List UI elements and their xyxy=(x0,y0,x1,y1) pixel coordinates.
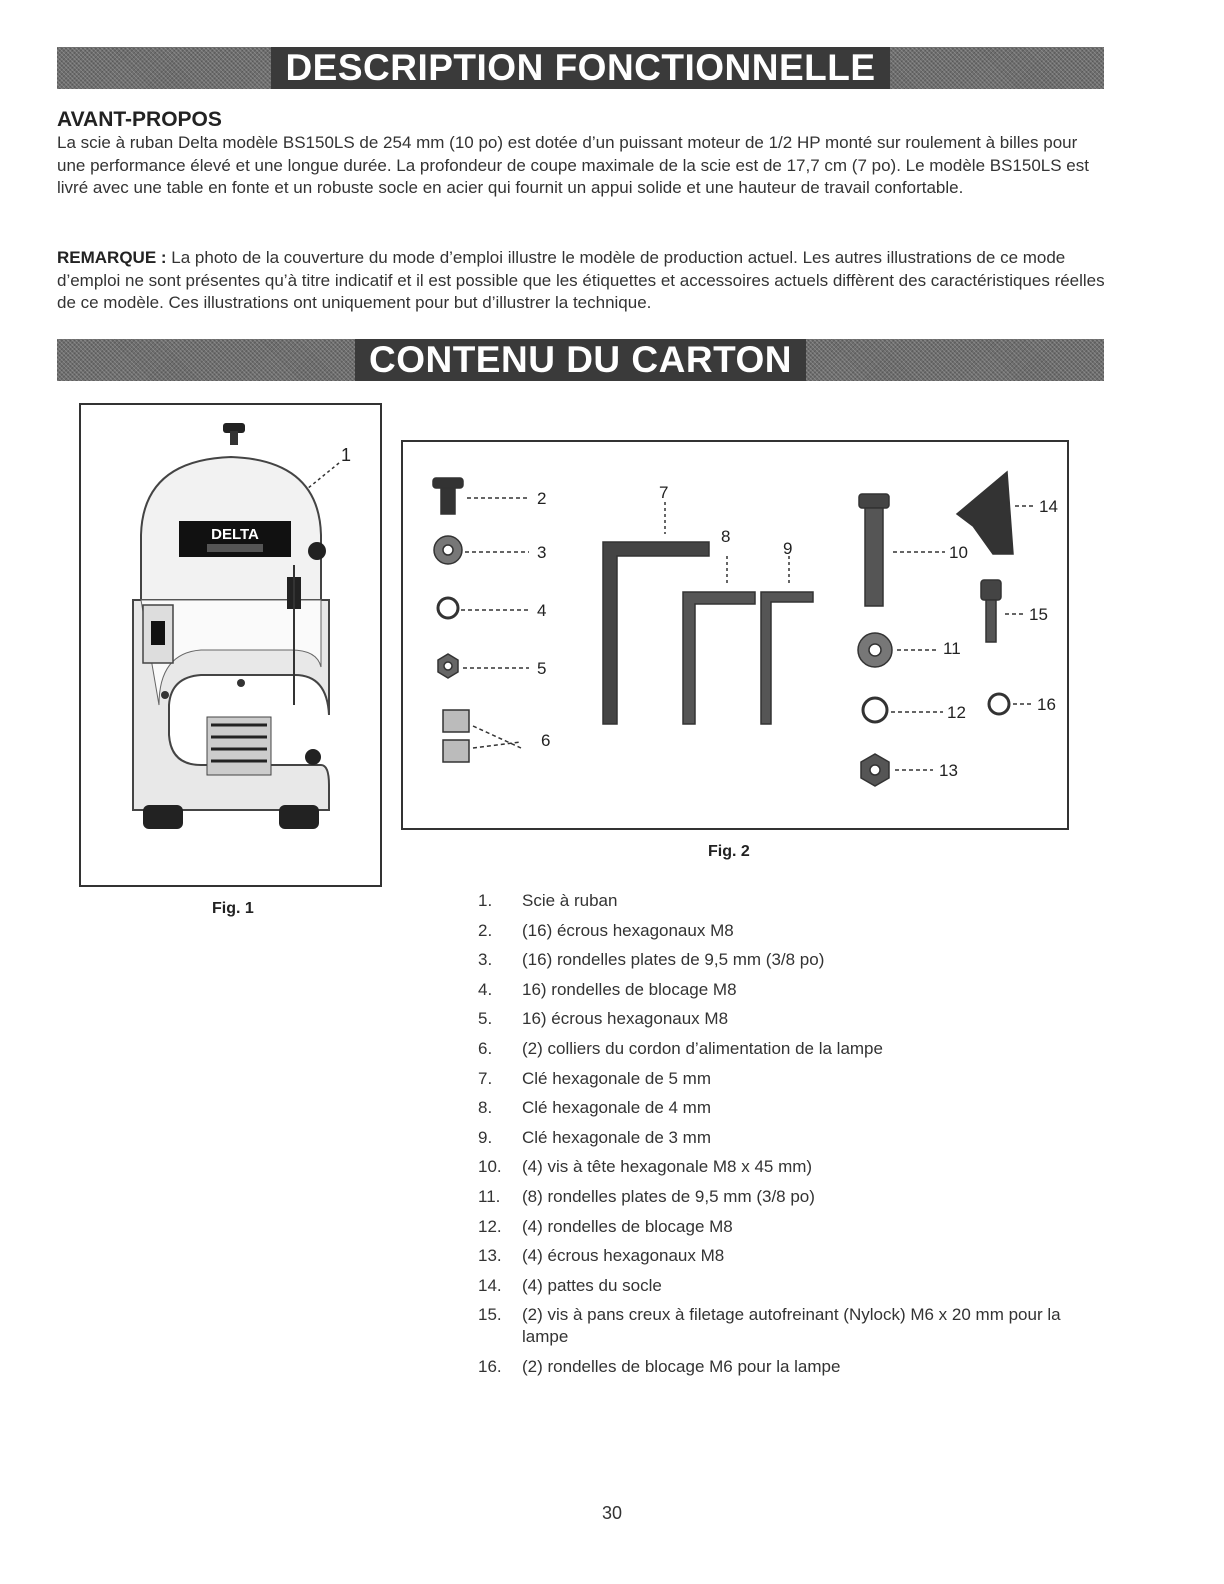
page-number: 30 xyxy=(601,1503,623,1523)
callout-7: 7 xyxy=(659,483,669,502)
list-item xyxy=(478,1304,1098,1348)
list-item xyxy=(478,1008,1098,1030)
callout-11: 11 xyxy=(943,639,961,658)
item-text: (8) rondelles plates de 9,5 mm (3/8 po) xyxy=(522,1186,815,1206)
list-item xyxy=(478,1127,1098,1149)
item-number: 6. xyxy=(478,1038,493,1058)
callout-8: 8 xyxy=(721,527,731,546)
callout-3: 3 xyxy=(537,543,547,562)
item-text: Clé hexagonale de 4 mm xyxy=(522,1098,712,1118)
item-number: 15. xyxy=(478,1305,502,1325)
figure-2-caption: Fig. 2 xyxy=(708,843,750,860)
list-item xyxy=(478,1038,1098,1060)
list-item xyxy=(478,1068,1098,1090)
figure-1-caption: Fig. 1 xyxy=(212,900,254,917)
item-number: 14. xyxy=(478,1275,502,1295)
callout-15: 15 xyxy=(1029,605,1048,624)
list-item xyxy=(478,1275,1098,1297)
delta-logo-text: DELTA xyxy=(211,526,259,543)
item-number: 7. xyxy=(478,1068,493,1088)
item-number: 16. xyxy=(478,1356,502,1376)
callout-13: 13 xyxy=(939,761,958,780)
callout-1: 1 xyxy=(341,445,352,465)
callout-9: 9 xyxy=(783,539,793,558)
section-banner-contents xyxy=(57,339,1104,381)
callout-2: 2 xyxy=(537,489,547,508)
item-number: 1. xyxy=(478,891,493,910)
figure-2-hardware xyxy=(401,440,1069,830)
item-text: Scie à ruban xyxy=(522,891,618,910)
item-text: (4) écrous hexagonaux M8 xyxy=(522,1246,725,1266)
list-item xyxy=(478,1186,1098,1208)
item-text: Clé hexagonale de 5 mm xyxy=(522,1068,712,1088)
list-item xyxy=(478,1245,1098,1267)
item-text: (4) rondelles de blocage M8 xyxy=(522,1216,733,1236)
callout-12: 12 xyxy=(947,703,966,722)
item-text: 16) rondelles de blocage M8 xyxy=(522,979,737,999)
item-text: (4) vis à tête hexagonale M8 x 45 mm) xyxy=(522,1157,813,1177)
item-text: (16) écrous hexagonaux M8 xyxy=(522,920,734,940)
hardware-illustration xyxy=(403,442,1067,828)
list-item xyxy=(478,1216,1098,1238)
item-number: 9. xyxy=(478,1127,493,1147)
note-label: REMARQUE : xyxy=(57,248,167,267)
callout-14: 14 xyxy=(1039,497,1058,516)
item-number: 13. xyxy=(478,1246,502,1266)
callout-5: 5 xyxy=(537,659,547,678)
item-number: 12. xyxy=(478,1216,502,1236)
callout-6: 6 xyxy=(541,731,551,750)
item-number: 10. xyxy=(478,1157,502,1177)
note-text: La photo de la couverture du mode d’emploi illustre le modèle de production actuel. Les autres illustrations de ce mode d’emploi ne sont présentes qu’à titre indicatif et il est possible que les étiquettes et accessoires actuels diffèrent des caractéristiques réelles de ce modèle. Ces illustrations ont uniquement pour but d’illustrer la technique. xyxy=(57,248,1105,312)
item-text: (2) rondelles de blocage M6 pour la lampe xyxy=(522,1356,841,1376)
item-number: 3. xyxy=(478,950,493,970)
list-item xyxy=(478,979,1098,1001)
list-item xyxy=(478,890,1098,912)
section-title-description: DESCRIPTION FONCTIONNELLE xyxy=(271,47,889,89)
figure-1-band-saw xyxy=(79,403,382,887)
item-text: 16) écrous hexagonaux M8 xyxy=(522,1009,729,1029)
note-paragraph xyxy=(57,247,1107,315)
section-banner-description xyxy=(57,47,1104,89)
foreword-paragraph: La scie à ruban Delta modèle BS150LS de 254 mm (10 po) est dotée d’un puissant moteur de 1/2 HP monté sur roulement à billes pour une performance élevé et une longue durée. La profondeur de coupe maximale de la scie est de 17,7 cm (7 po). Le modèle BS150LS est livré avec une table en fonte et un robuste socle en acier qui fournit un appui solide et une hauteur de travail confortable. xyxy=(57,133,1089,197)
band-saw-illustration xyxy=(81,405,380,885)
item-number: 11. xyxy=(478,1186,501,1206)
item-text: (4) pattes du socle xyxy=(522,1275,662,1295)
list-item xyxy=(478,1097,1098,1119)
callout-4: 4 xyxy=(537,601,547,620)
list-item xyxy=(478,1156,1098,1178)
item-number: 4. xyxy=(478,979,493,999)
callout-10: 10 xyxy=(949,543,968,562)
callout-16: 16 xyxy=(1037,695,1056,714)
item-text: (16) rondelles plates de 9,5 mm (3/8 po) xyxy=(522,950,825,970)
parts-list xyxy=(478,890,1098,1386)
list-item xyxy=(478,920,1098,942)
list-item xyxy=(478,1356,1098,1378)
item-text: (2) vis à pans creux à filetage autofreinant (Nylock) M6 x 20 mm pour la lampe xyxy=(522,1305,1061,1347)
list-item xyxy=(478,949,1098,971)
item-text: (2) colliers du cordon d’alimentation de la lampe xyxy=(522,1038,883,1058)
item-text: Clé hexagonale de 3 mm xyxy=(522,1127,712,1147)
item-number: 8. xyxy=(478,1098,493,1118)
item-number: 5. xyxy=(478,1009,493,1029)
item-number: 2. xyxy=(478,920,493,940)
section-title-contents: CONTENU DU CARTON xyxy=(355,339,806,381)
foreword-heading: AVANT-PROPOS xyxy=(57,108,222,131)
